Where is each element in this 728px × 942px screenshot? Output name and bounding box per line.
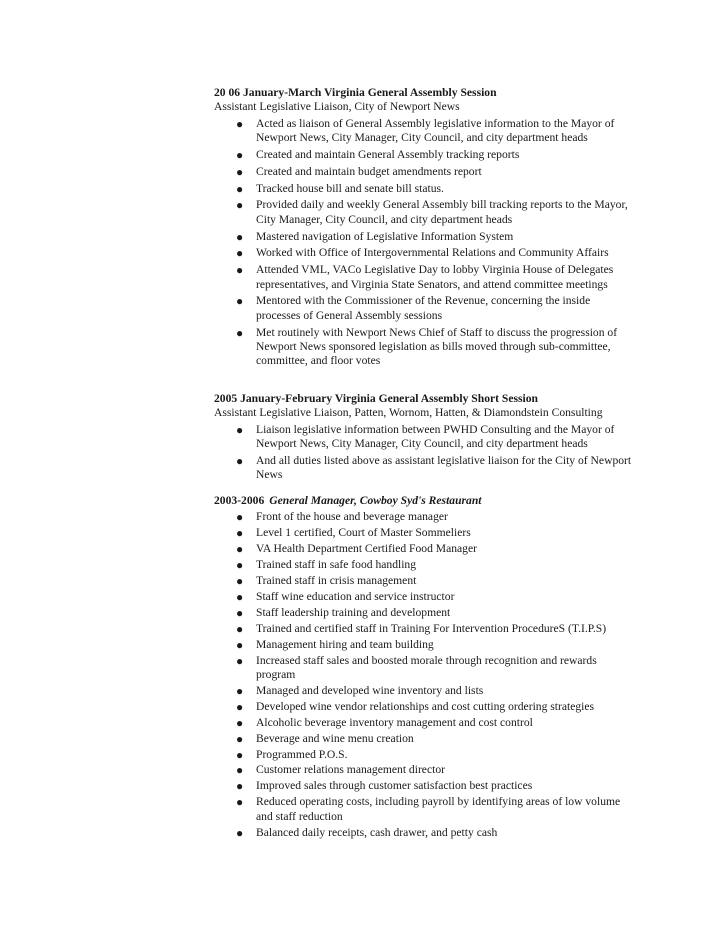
section-heading: 20 06 January-March Virginia General Assembly Session xyxy=(214,86,497,99)
list-item: ● Managed and developed wine inventory and lists xyxy=(236,683,484,698)
list-item: ● Reduced operating costs, including payroll by identifying areas of low volume and staff reduction xyxy=(236,795,621,823)
bullet-icon: ● xyxy=(236,294,244,309)
list-item: ● Liaison legislative information between PWHD Consulting and the Mayor of Newport News, City Manager, City Council, and city department heads xyxy=(236,422,615,451)
list-item: ● Increased staff sales and boosted morale through recognition and rewards program xyxy=(236,653,597,681)
list-item: ● Mentored with the Commissioner of the Revenue, concerning the inside processes of General Assembly sessions xyxy=(236,294,591,322)
bullet-icon: ● xyxy=(236,422,244,437)
list-item: ● Acted as liaison of General Assembly legislative information to the Mayor of Newport News, City Manager, City Council, and city department heads xyxy=(236,116,615,145)
bullet-icon: ● xyxy=(236,542,244,557)
list-item: ● Created and maintain budget amendments report xyxy=(236,164,482,179)
bullet-icon: ● xyxy=(236,558,244,573)
experience-section-short-session-2005 xyxy=(214,392,634,485)
bullet-icon: ● xyxy=(236,116,244,131)
bullet-icon: ● xyxy=(236,198,244,213)
list-item: ● VA Health Department Certified Food Manager xyxy=(236,542,477,557)
section-heading: 2003-2006 General Manager, Cowboy Syd's Restaurant xyxy=(214,494,482,507)
bullet-icon: ● xyxy=(236,589,244,604)
list-item: ● Created and maintain General Assembly tracking reports xyxy=(236,148,520,163)
bullet-icon: ● xyxy=(236,779,244,794)
bullet-icon: ● xyxy=(236,731,244,746)
bullet-icon: ● xyxy=(236,263,244,278)
bullet-icon: ● xyxy=(236,825,244,840)
list-item: ● Beverage and wine menu creation xyxy=(236,731,414,746)
list-item: ● Provided daily and weekly General Assembly bill tracking reports to the Mayor, City Manager, City Council, and city department heads xyxy=(236,198,628,226)
list-item: ● Trained staff in crisis management xyxy=(236,574,417,589)
list-item: ● Met routinely with Newport News Chief of Staff to discuss the progression of Newport News sponsored legislation as bills moved through sub-committee, committee, and floor votes xyxy=(236,325,618,368)
bullet-icon: ● xyxy=(236,605,244,620)
bullet-icon: ● xyxy=(236,653,244,668)
list-item: ● Front of the house and beverage manager xyxy=(236,510,448,525)
bullet-list xyxy=(214,510,634,840)
list-item: ● Alcoholic beverage inventory management and cost control xyxy=(236,715,533,730)
section-subheading: Assistant Legislative Liaison, City of Newport News xyxy=(214,100,460,114)
list-item: ● Management hiring and team building xyxy=(236,637,434,652)
bullet-icon: ● xyxy=(236,229,244,244)
list-item: ● And all duties listed above as assistant legislative liaison for the City of Newport News xyxy=(236,454,632,482)
bullet-icon: ● xyxy=(236,246,244,261)
bullet-icon: ● xyxy=(236,454,244,469)
bullet-icon: ● xyxy=(236,715,244,730)
bullet-icon: ● xyxy=(236,637,244,652)
bullet-icon: ● xyxy=(236,325,244,340)
bullet-icon: ● xyxy=(236,683,244,698)
list-item: ● Trained staff in safe food handling xyxy=(236,558,417,573)
bullet-icon: ● xyxy=(236,510,244,525)
list-item: ● Tracked house bill and senate bill status. xyxy=(236,181,444,196)
experience-section-virginia-general-assembly-2006 xyxy=(214,86,634,371)
list-item: ● Trained and certified staff in Training For Intervention ProcedureS (T.I.P.S) xyxy=(236,621,607,636)
bullet-icon: ● xyxy=(236,526,244,541)
bullet-icon: ● xyxy=(236,621,244,636)
bullet-icon: ● xyxy=(236,747,244,762)
list-item: ● Attended VML, VACo Legislative Day to lobby Virginia House of Delegates representatives, and Virginia State Senators, and attend committee meetings xyxy=(236,263,614,291)
list-item: ● Customer relations management director xyxy=(236,763,445,778)
bullet-icon: ● xyxy=(236,164,244,179)
list-item: ● Staff leadership training and development xyxy=(236,605,451,620)
list-item: ● Mastered navigation of Legislative Information System xyxy=(236,229,514,244)
bullet-icon: ● xyxy=(236,181,244,196)
bullet-list xyxy=(214,117,634,369)
job-title: General Manager, Cowboy Syd's Restaurant xyxy=(269,494,482,507)
bullet-icon: ● xyxy=(236,763,244,778)
list-item: ● Worked with Office of Intergovernmental Relations and Community Affairs xyxy=(236,246,609,261)
bullet-icon: ● xyxy=(236,699,244,714)
list-item: ● Improved sales through customer satisfaction best practices xyxy=(236,779,533,794)
section-heading: 2005 January-February Virginia General Assembly Short Session xyxy=(214,392,538,405)
list-item: ● Staff wine education and service instructor xyxy=(236,589,455,604)
bullet-icon: ● xyxy=(236,148,244,163)
section-subheading: Assistant Legislative Liaison, Patten, Wornom, Hatten, & Diamondstein Consulting xyxy=(214,406,603,420)
experience-section-cowboy-syds xyxy=(214,494,634,841)
bullet-icon: ● xyxy=(236,795,244,810)
bullet-icon: ● xyxy=(236,574,244,589)
bullet-list xyxy=(214,423,634,483)
list-item: ● Level 1 certified, Court of Master Sommeliers xyxy=(236,526,471,541)
list-item: ● Programmed P.O.S. xyxy=(236,747,348,762)
list-item: ● Balanced daily receipts, cash drawer, and petty cash xyxy=(236,825,498,840)
list-item: ● Developed wine vendor relationships and cost cutting ordering strategies xyxy=(236,699,595,714)
